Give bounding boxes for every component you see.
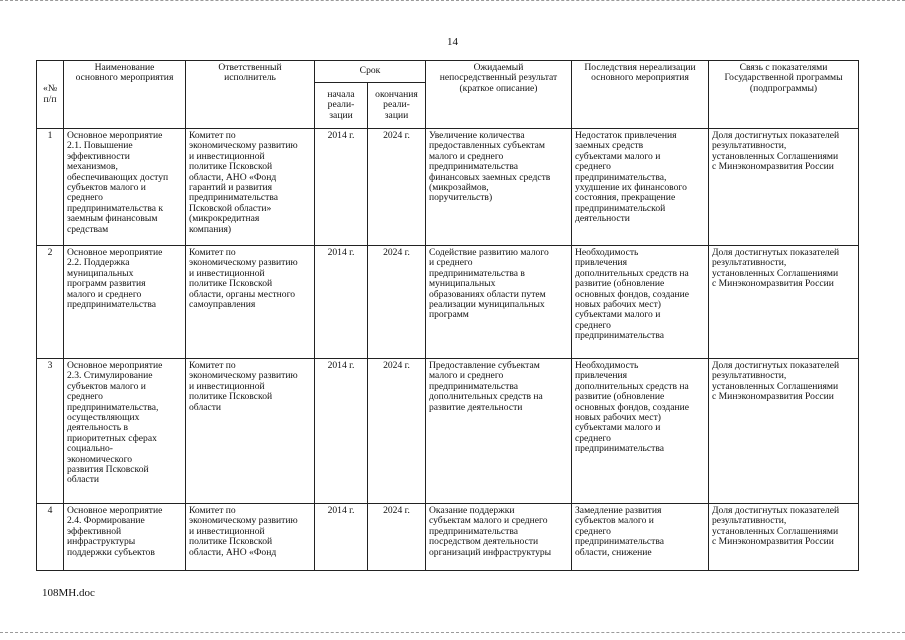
row-num: 1 [37,129,64,246]
row-end: 2024 г. [368,246,426,359]
row-result: Содействие развитию малого и среднего предпринимательства в муниципальных образованиях области путем реализации муниципальных программ [426,246,572,359]
row-name: Основное мероприятие 2.3. Стимулирование субъектов малого и среднего предпринимательства, осуществляющих деятельность в приоритетных сферах социально- экономического развития Псковской области [64,359,186,504]
row-responsible: Комитет по экономическому развитию и инвестиционной политике Псковской области, органы местного самоуправления [186,246,315,359]
row-link: Доля достигнутых показателей результативности, установленных Соглашениями с Минэкономразвития России [709,129,859,246]
table-row [37,246,859,359]
header-term-end: окончания реали- зации [368,83,426,129]
header-responsible: Ответственный исполнитель [186,61,315,129]
table-row [37,504,859,571]
row-name: Основное мероприятие 2.2. Поддержка муниципальных программ развития малого и среднего предпринимательства [64,246,186,359]
header-term: Срок [315,61,426,83]
header-link: Связь с показателями Государственной программы (подпрограммы) [709,61,859,129]
header-name: Наименование основного мероприятия [64,61,186,129]
row-start: 2014 г. [315,359,368,504]
row-responsible: Комитет по экономическому развитию и инвестиционной политике Псковской области [186,359,315,504]
scan-bottom-edge [0,632,905,634]
row-num: 4 [37,504,64,571]
row-consequences: Необходимость привлечения дополнительных средств на развитие (обновление основных фондов, создание новых рабочих мест) субъектами малого и среднего предпринимательства [572,359,709,504]
row-link: Доля достигнутых показателей результативности, установленных Соглашениями с Минэкономразвития России [709,246,859,359]
row-start: 2014 г. [315,246,368,359]
header-consequences: Последствия нереализации основного мероприятия [572,61,709,129]
row-end: 2024 г. [368,504,426,571]
row-num: 2 [37,246,64,359]
row-link: Доля достигнутых показателей результативности, установленных Соглашениями с Минэкономразвития России [709,359,859,504]
scan-top-edge [0,0,905,2]
row-start: 2014 г. [315,129,368,246]
measures-table [36,60,859,571]
row-responsible: Комитет по экономическому развитию и инвестиционной политике Псковской области, АНО «Фонд гарантий и развития предпринимательства Псковской области» (микрокредитная компания) [186,129,315,246]
table-row [37,359,859,504]
row-start: 2014 г. [315,504,368,571]
row-result: Предоставление субъектам малого и среднего предпринимательства дополнительных средств на развитие деятельности [426,359,572,504]
table-row [37,129,859,246]
page-number: 14 [447,36,458,48]
row-name: Основное мероприятие 2.1. Повышение эффективности механизмов, обеспечивающих доступ субъектов малого и среднего предпринимательства к заемным финансовым средствам [64,129,186,246]
row-consequences: Необходимость привлечения дополнительных средств на развитие (обновление основных фондов, создание новых рабочих мест) субъектами малого и среднего предпринимательства [572,246,709,359]
row-responsible: Комитет по экономическому развитию и инвестиционной политике Псковской области, АНО «Фонд [186,504,315,571]
row-name: Основное мероприятие 2.4. Формирование эффективной инфраструктуры поддержки субъектов [64,504,186,571]
row-end: 2024 г. [368,359,426,504]
row-result: Оказание поддержки субъектам малого и среднего предпринимательства посредством деятельности организаций инфраструктуры [426,504,572,571]
header-expected-result: Ожидаемый непосредственный результат (краткое описание) [426,61,572,129]
row-result: Увеличение количества предоставленных субъектам малого и среднего предпринимательства финансовых заемных средств (микрозаймов, поручительств) [426,129,572,246]
header-term-start: начала реали- зации [315,83,368,129]
row-link: Доля достигнутых показателей результативности, установленных Соглашениями с Минэкономразвития России [709,504,859,571]
row-end: 2024 г. [368,129,426,246]
footer-filename: 108МН.doc [42,587,95,599]
row-num: 3 [37,359,64,504]
row-consequences: Замедление развития субъектов малого и среднего предпринимательства области, снижение [572,504,709,571]
row-consequences: Недостаток привлечения заемных средств субъектами малого и среднего предпринимательства, ухудшение их финансового состояния, прекращение предпринимательской деятельности [572,129,709,246]
header-num: «№ п/п [37,61,64,129]
